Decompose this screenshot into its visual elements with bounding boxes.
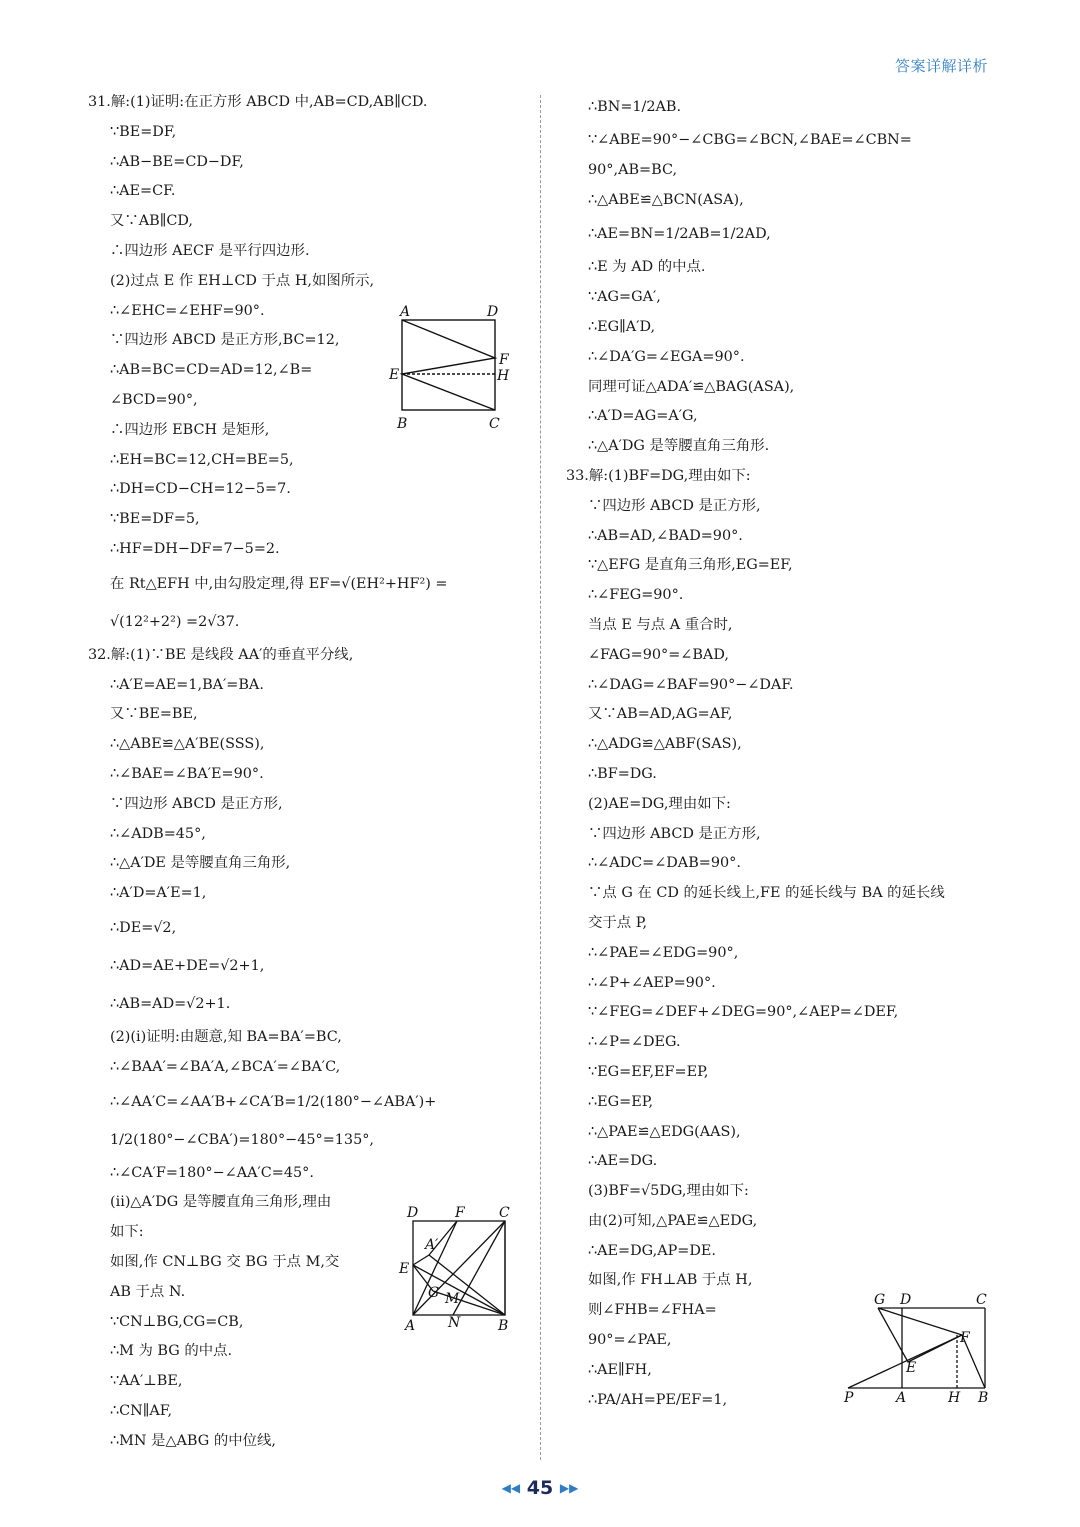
- solution-line: 在 Rt△EFH 中,由勾股定理,得 EF=√(EH²+HF²) =: [110, 575, 448, 592]
- fig3-label-b: B: [978, 1390, 989, 1406]
- solution-line: ∵∠FEG=∠DEF+∠DEG=90°,∠AEP=∠DEF,: [588, 1004, 899, 1021]
- page-number-value: 45: [526, 1477, 554, 1499]
- fig2-label-f: F: [455, 1205, 465, 1221]
- solution-line: 如下:: [110, 1224, 144, 1241]
- solution-line: ∴BF=DG.: [588, 765, 657, 782]
- solution-line: 又∵AB=AD,AG=AF,: [588, 706, 733, 723]
- figure-square-fold: [395, 1205, 520, 1335]
- solution-line: ∴∠P=∠DEG.: [588, 1034, 681, 1051]
- solution-line: ∴AE=DG.: [588, 1153, 658, 1170]
- solution-line: ∴EG∥A′D,: [588, 318, 656, 335]
- solution-line: ∴AD=AE+DE=√2+1,: [110, 957, 265, 974]
- fig3-label-g: G: [874, 1292, 886, 1308]
- solution-line: ∴EH=BC=12,CH=BE=5,: [110, 451, 294, 468]
- fig1-label-c: C: [489, 416, 500, 432]
- solution-line: ∴∠DAG=∠BAF=90°−∠DAF.: [588, 676, 794, 693]
- column-divider: [540, 95, 541, 1460]
- solution-line: ∴△A′DG 是等腰直角三角形.: [588, 438, 770, 455]
- solution-line: ∴HF=DH−DF=7−5=2.: [110, 540, 280, 557]
- page-header-title: 答案详解详析: [894, 57, 988, 75]
- solution-line: ∴∠FEG=90°.: [588, 587, 684, 604]
- page-number: [0, 1477, 1080, 1499]
- solution-line: ∴∠ADC=∠DAB=90°.: [588, 855, 741, 872]
- solution-line: ∠FAG=90°=∠BAD,: [588, 646, 729, 663]
- solution-line: ∴EG=EP,: [588, 1093, 654, 1110]
- solution-line: ∵四边形 ABCD 是正方形,: [588, 497, 761, 514]
- solution-line: ∴△PAE≌△EDG(AAS),: [588, 1123, 741, 1140]
- fig2-label-m: M: [445, 1291, 460, 1307]
- solution-line: ∴AE=CF.: [110, 183, 176, 200]
- solution-line: √(12²+2²) =2√37.: [110, 613, 240, 630]
- solution-line: 如图,作 CN⊥BG 交 BG 于点 M,交: [110, 1253, 340, 1270]
- prev-arrow-icon: ◀◀: [501, 1481, 521, 1495]
- solution-line: 90°,AB=BC,: [588, 161, 678, 178]
- solution-line: 由(2)可知,△PAE≌△EDG,: [588, 1212, 758, 1229]
- solution-line: ∴M 为 BG 的中点.: [110, 1343, 233, 1360]
- right-column: [566, 88, 996, 1415]
- solution-line: ∴∠BAA′=∠BA′A,∠BCA′=∠BA′C,: [110, 1058, 341, 1075]
- solution-line: ∵BE=DF=5,: [110, 511, 200, 528]
- next-arrow-icon: ▶▶: [559, 1481, 579, 1495]
- solution-line: ∵AA′⊥BE,: [110, 1373, 183, 1390]
- solution-line: 31.解:(1)证明:在正方形 ABCD 中,AB=CD,AB∥CD.: [88, 94, 428, 110]
- solution-line: ∴∠EHC=∠EHF=90°.: [110, 302, 265, 319]
- solution-line: ∴∠AA′C=∠AA′B+∠CA′B=1/2(180°−∠ABA′)+: [110, 1093, 437, 1110]
- solution-line: ∴A′E=AE=1,BA′=BA.: [110, 676, 264, 693]
- solution-line: ∵四边形 ABCD 是正方形,: [588, 825, 761, 842]
- solution-line: AB 于点 N.: [110, 1283, 186, 1300]
- fig3-label-a: A: [896, 1390, 907, 1406]
- solution-line: ∴A′D=A′E=1,: [110, 885, 207, 902]
- fig1-label-b: B: [397, 416, 408, 432]
- solution-line: ∵△EFG 是直角三角形,EG=EF,: [588, 557, 793, 574]
- solution-line: 90°=∠PAE,: [588, 1332, 672, 1349]
- solution-line: ∵BE=DF,: [110, 123, 177, 140]
- fig2-label-a-prime: A′: [425, 1237, 439, 1253]
- solution-line: 33.解:(1)BF=DG,理由如下:: [566, 467, 751, 484]
- solution-line: ∴PA/AH=PE/EF=1,: [588, 1391, 728, 1408]
- solution-line: (3)BF=√5DG,理由如下:: [588, 1183, 749, 1200]
- solution-line: ∴MN 是△ABG 的中位线,: [110, 1432, 276, 1449]
- solution-line: ∵CN⊥BG,CG=CB,: [110, 1313, 244, 1330]
- solution-line: ∴AE∥FH,: [588, 1361, 652, 1378]
- solution-line: ∴AB=AD,∠BAD=90°.: [588, 527, 743, 544]
- solution-line: ∴△A′DE 是等腰直角三角形,: [110, 855, 291, 872]
- fig1-label-a: A: [400, 304, 411, 320]
- solution-line: ∴△ADG≌△ABF(SAS),: [588, 736, 742, 753]
- fig1-label-d: D: [487, 304, 499, 320]
- fig3-label-c: C: [976, 1292, 987, 1308]
- solution-line: ∵AG=GA′,: [588, 289, 661, 306]
- solution-line: 又∵AB∥CD,: [110, 213, 194, 230]
- solution-line: ∴∠DA′G=∠EGA=90°.: [588, 348, 745, 365]
- fig3-label-f: F: [960, 1330, 970, 1346]
- fig2-label-c: C: [499, 1205, 510, 1221]
- solution-line: ∴A′D=AG=A′G,: [588, 408, 698, 425]
- solution-line: ∴AE=DG,AP=DE.: [588, 1242, 716, 1259]
- figure-square-pae: [840, 1290, 1000, 1410]
- fig3-label-p: P: [844, 1390, 854, 1406]
- solution-line: 又∵BE=BE,: [110, 706, 198, 723]
- fig3-label-h: H: [948, 1390, 961, 1406]
- solution-line: ∴∠BAE=∠BA′E=90°.: [110, 765, 264, 782]
- fig1-label-e: E: [389, 367, 400, 383]
- fig3-label-e: E: [906, 1360, 917, 1376]
- solution-line: ∵∠ABE=90°−∠CBG=∠BCN,∠BAE=∠CBN=: [588, 132, 912, 148]
- solution-line: 1/2(180°−∠CBA′)=180°−45°=135°,: [110, 1131, 374, 1148]
- fig2-label-n: N: [448, 1315, 461, 1331]
- solution-line: ∠BCD=90°,: [110, 391, 198, 408]
- solution-line: ∴四边形 EBCH 是矩形,: [110, 421, 270, 438]
- fig2-label-e: E: [399, 1261, 410, 1277]
- solution-line: 则∠FHB=∠FHA=: [588, 1302, 717, 1319]
- fig1-label-h: H: [497, 368, 510, 384]
- solution-line: ∴DE=√2,: [110, 919, 177, 936]
- solution-line: ∴△ABE≌△A′BE(SSS),: [110, 736, 265, 753]
- fig2-label-g: G: [428, 1285, 440, 1301]
- solution-line: 如图,作 FH⊥AB 于点 H,: [588, 1272, 753, 1289]
- solution-line: (2)过点 E 作 EH⊥CD 于点 H,如图所示,: [110, 272, 375, 289]
- fig2-label-a: A: [405, 1318, 416, 1334]
- solution-line: ∴△ABE≌△BCN(ASA),: [588, 191, 744, 208]
- solution-line: 交于点 P,: [588, 914, 648, 931]
- solution-line: (2)AE=DG,理由如下:: [588, 795, 731, 812]
- solution-line: ∴∠CA′F=180°−∠AA′C=45°.: [110, 1164, 314, 1181]
- solution-line: ∵EG=EF,EF=EP,: [588, 1063, 709, 1080]
- solution-line: ∴∠ADB=45°,: [110, 825, 206, 842]
- solution-line: ∴CN∥AF,: [110, 1402, 173, 1419]
- solution-line: ∴AB=AD=√2+1.: [110, 995, 231, 1012]
- solution-line: ∴AB=BC=CD=AD=12,∠B=: [110, 362, 313, 379]
- solution-line: ∴DH=CD−CH=12−5=7.: [110, 481, 291, 498]
- solution-line: 32.解:(1)∵BE 是线段 AA′的垂直平分线,: [88, 646, 354, 663]
- fig2-label-d: D: [407, 1205, 419, 1221]
- solution-line: ∵四边形 ABCD 是正方形,BC=12,: [110, 332, 340, 349]
- solution-line: ∴∠PAE=∠EDG=90°,: [588, 944, 739, 961]
- figure-square-aecf: [385, 300, 515, 435]
- solution-line: ∴四边形 AECF 是平行四边形.: [110, 242, 310, 259]
- solution-line: ∴AE=BN=1/2AB=1/2AD,: [588, 226, 771, 243]
- solution-line: ∵点 G 在 CD 的延长线上,FE 的延长线与 BA 的延长线: [588, 885, 945, 902]
- fig3-label-d: D: [900, 1292, 912, 1308]
- solution-line: ∴∠P+∠AEP=90°.: [588, 974, 716, 991]
- solution-line: (ⅱ)△A′DG 是等腰直角三角形,理由: [110, 1194, 332, 1211]
- solution-line: ∴AB−BE=CD−DF,: [110, 153, 244, 170]
- solution-line: ∴BN=1/2AB.: [588, 99, 682, 115]
- fig1-label-f: F: [499, 352, 509, 368]
- solution-line: (2)(ⅰ)证明:由题意,知 BA=BA′=BC,: [110, 1028, 342, 1045]
- solution-line: 当点 E 与点 A 重合时,: [588, 616, 733, 633]
- solution-line: 同理可证△ADA′≌△BAG(ASA),: [588, 378, 795, 395]
- solution-line: ∵四边形 ABCD 是正方形,: [110, 795, 283, 812]
- solution-line: ∴E 为 AD 的中点.: [588, 259, 706, 276]
- fig2-label-b: B: [498, 1318, 509, 1334]
